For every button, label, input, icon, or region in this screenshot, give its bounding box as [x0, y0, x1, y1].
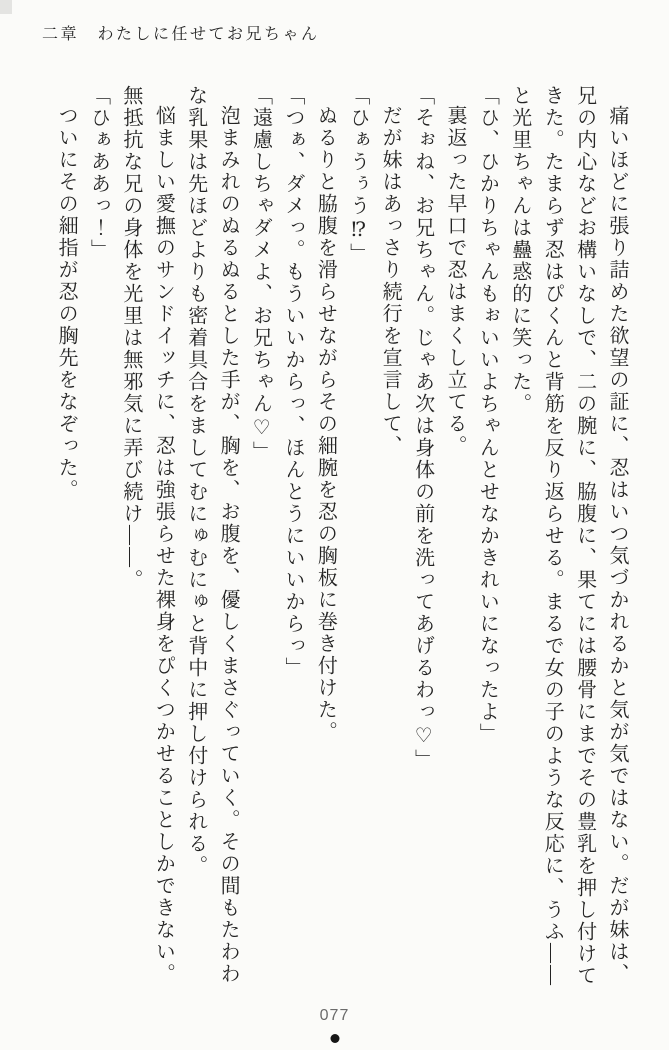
chapter-header: 二章 わたしに任せてお兄ちゃん [42, 26, 320, 43]
paragraph: 「遠慮しちゃダメよ、お兄ちゃん♡」 [249, 85, 272, 463]
paragraph: 泡まみれのぬるぬるとした手が、胸を、お腹を、優しくまさぐっていく。その間もたわわな乳果は先ほどよりも密着具合をましてむにゅむにゅと背中に押し付けられる。 [184, 85, 240, 985]
paragraph: ぬるりと脇腹を滑らせながらその細腕を忍の胸板に巻き付けた。 [314, 105, 337, 743]
paragraph: 「ひぁああっ！」 [87, 85, 110, 261]
paragraph: 「ひ、ひかりちゃんもぉいいよちゃんとせなかきれいになったよ」 [476, 85, 499, 745]
paragraph: だが妹はあっさり続行を宣言して、 [379, 105, 402, 457]
paragraph: 「つぁ、ダメっ。もういいからっ、ほんとうにいいからっ」 [281, 85, 304, 679]
paragraph: 痛いほどに張り詰めた欲望の証に、忍はいつ気づかれるかと気が気ではない。だが妹は、兄の内心などお構いなしで、二の腕に、脇腹に、果てには腰骨にまでその豊乳を押し付けてきた。たまらず忍はぴくんと背筋を反り返らせる。まるで女の子のような反応に、うふ——と光里ちゃんは蠱惑的に笑った。 [508, 85, 628, 987]
bullet-dot-icon [330, 1034, 339, 1043]
page-number: 077 [319, 1007, 350, 1024]
paragraph: 無抵抗な兄の身体を光里は無邪気に弄び続け——。 [119, 85, 142, 591]
main-text [50, 85, 633, 987]
paragraph: 「そぉね、お兄ちゃん。じゃあ次は身体の前を洗ってあげるわっ♡」 [411, 85, 434, 771]
paragraph: 悩ましい愛撫のサンドイッチに、忍は強張らせた裸身をぴくつかせることしかできない。 [152, 105, 175, 985]
scan-edge-artifact [0, 0, 12, 14]
paragraph: ついにその細指が忍の胸先をなぞった。 [55, 105, 78, 501]
paragraph: 「ひぁうぅう⁉」 [346, 85, 369, 265]
paragraph: 裏返った早口で忍はまくし立てる。 [443, 105, 466, 457]
